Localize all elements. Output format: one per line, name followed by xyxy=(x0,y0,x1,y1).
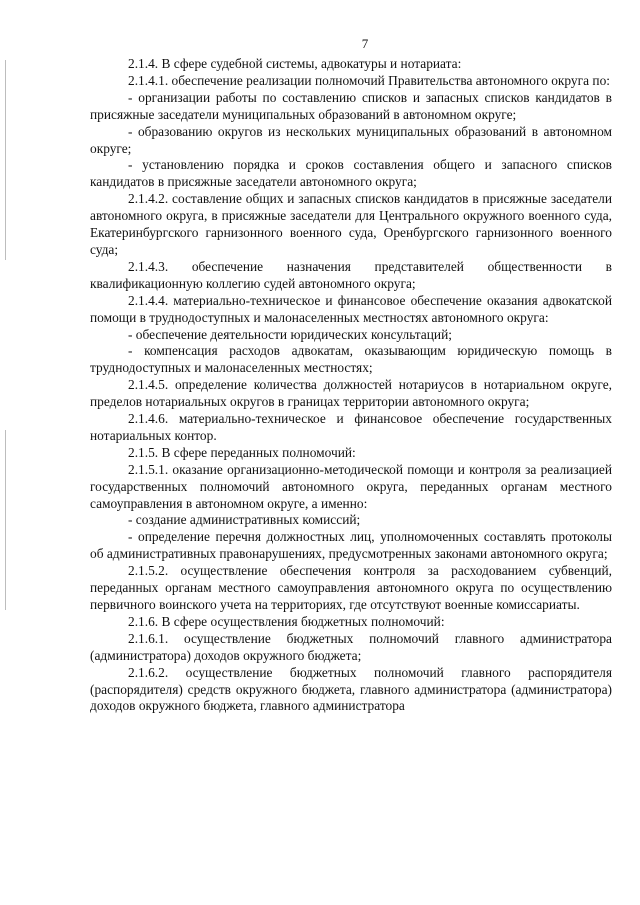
paragraph: 2.1.4.1. обеспечение реализации полномочий Правительства автономного округа по: xyxy=(128,72,610,88)
document-body xyxy=(90,56,612,715)
paragraph: - компенсация расходов адвокатам, оказывающим юридическую помощь в труднодоступных и малонаселенных местностях; xyxy=(90,343,612,376)
page-number: 7 xyxy=(361,36,369,51)
paragraph: - образованию округов из нескольких муниципальных образований в автономном округе; xyxy=(90,123,612,156)
paragraph: - определение перечня должностных лиц, уполномоченных составлять протоколы об административных правонарушениях, предусмотренных законами автономного округа; xyxy=(90,529,612,562)
paragraph: 2.1.6. В сфере осуществления бюджетных полномочий: xyxy=(128,613,445,629)
paragraph: 2.1.5.1. оказание организационно-методической помощи и контроля за реализацией государственных полномочий автономного округа, переданных органам местного самоуправления в автономном округе, а именно: xyxy=(90,461,612,511)
scan-edge-mark xyxy=(5,430,6,610)
paragraph: 2.1.4.2. составление общих и запасных списков кандидатов в присяжные заседатели автономного округа, в присяжные заседатели для Центрального окружного военного суда, Екатеринбургского гарнизонного военного суда, Оренбургского гарнизонного военного суда; xyxy=(90,191,612,257)
paragraph: 2.1.5. В сфере переданных полномочий: xyxy=(128,444,356,460)
paragraph: - организации работы по составлению списков и запасных списков кандидатов в присяжные заседатели муниципальных образований в автономном округе; xyxy=(90,89,612,122)
paragraph: 2.1.4. В сфере судебной системы, адвокатуры и нотариата: xyxy=(128,56,462,71)
paragraph: 2.1.5.2. осуществление обеспечения контроля за расходованием субвенций, переданных органам местного самоуправления автономного округа по осуществлению первичного воинского учета на территориях, где отсутствуют военные комиссариаты. xyxy=(90,563,612,612)
paragraph: 2.1.6.2. осуществление бюджетных полномочий главного распорядителя (распорядителя) средств окружного бюджета, главного администратора (администратора) доходов окружного бюджета, главного администратора xyxy=(90,664,612,714)
paragraph: 2.1.4.6. материально-техническое и финансовое обеспечение государственных нотариальных контор. xyxy=(90,411,612,443)
paragraph: 2.1.4.3. обеспечение назначения представителей общественности в квалификационную коллегию судей автономного округа; xyxy=(90,258,612,291)
paragraph: - обеспечение деятельности юридических консультаций; xyxy=(128,326,452,342)
paragraph: 2.1.4.5. определение количества должностей нотариусов в нотариальном округе, пределов нотариальных округов в границах территории автономного округа; xyxy=(90,377,612,410)
paragraph: 2.1.4.4. материально-техническое и финансовое обеспечение оказания адвокатской помощи в труднодоступных и малонаселенных местностях автономного округа: xyxy=(90,292,612,325)
paragraph: 2.1.6.1. осуществление бюджетных полномочий главного администратора (администратора) доходов окружного бюджета; xyxy=(90,630,612,663)
paragraph: - установлению порядка и сроков составления общего и запасного списков кандидатов в присяжные заседатели автономного округа; xyxy=(90,157,612,190)
scan-edge-mark xyxy=(5,60,6,260)
paragraph: - создание административных комиссий; xyxy=(128,512,361,528)
